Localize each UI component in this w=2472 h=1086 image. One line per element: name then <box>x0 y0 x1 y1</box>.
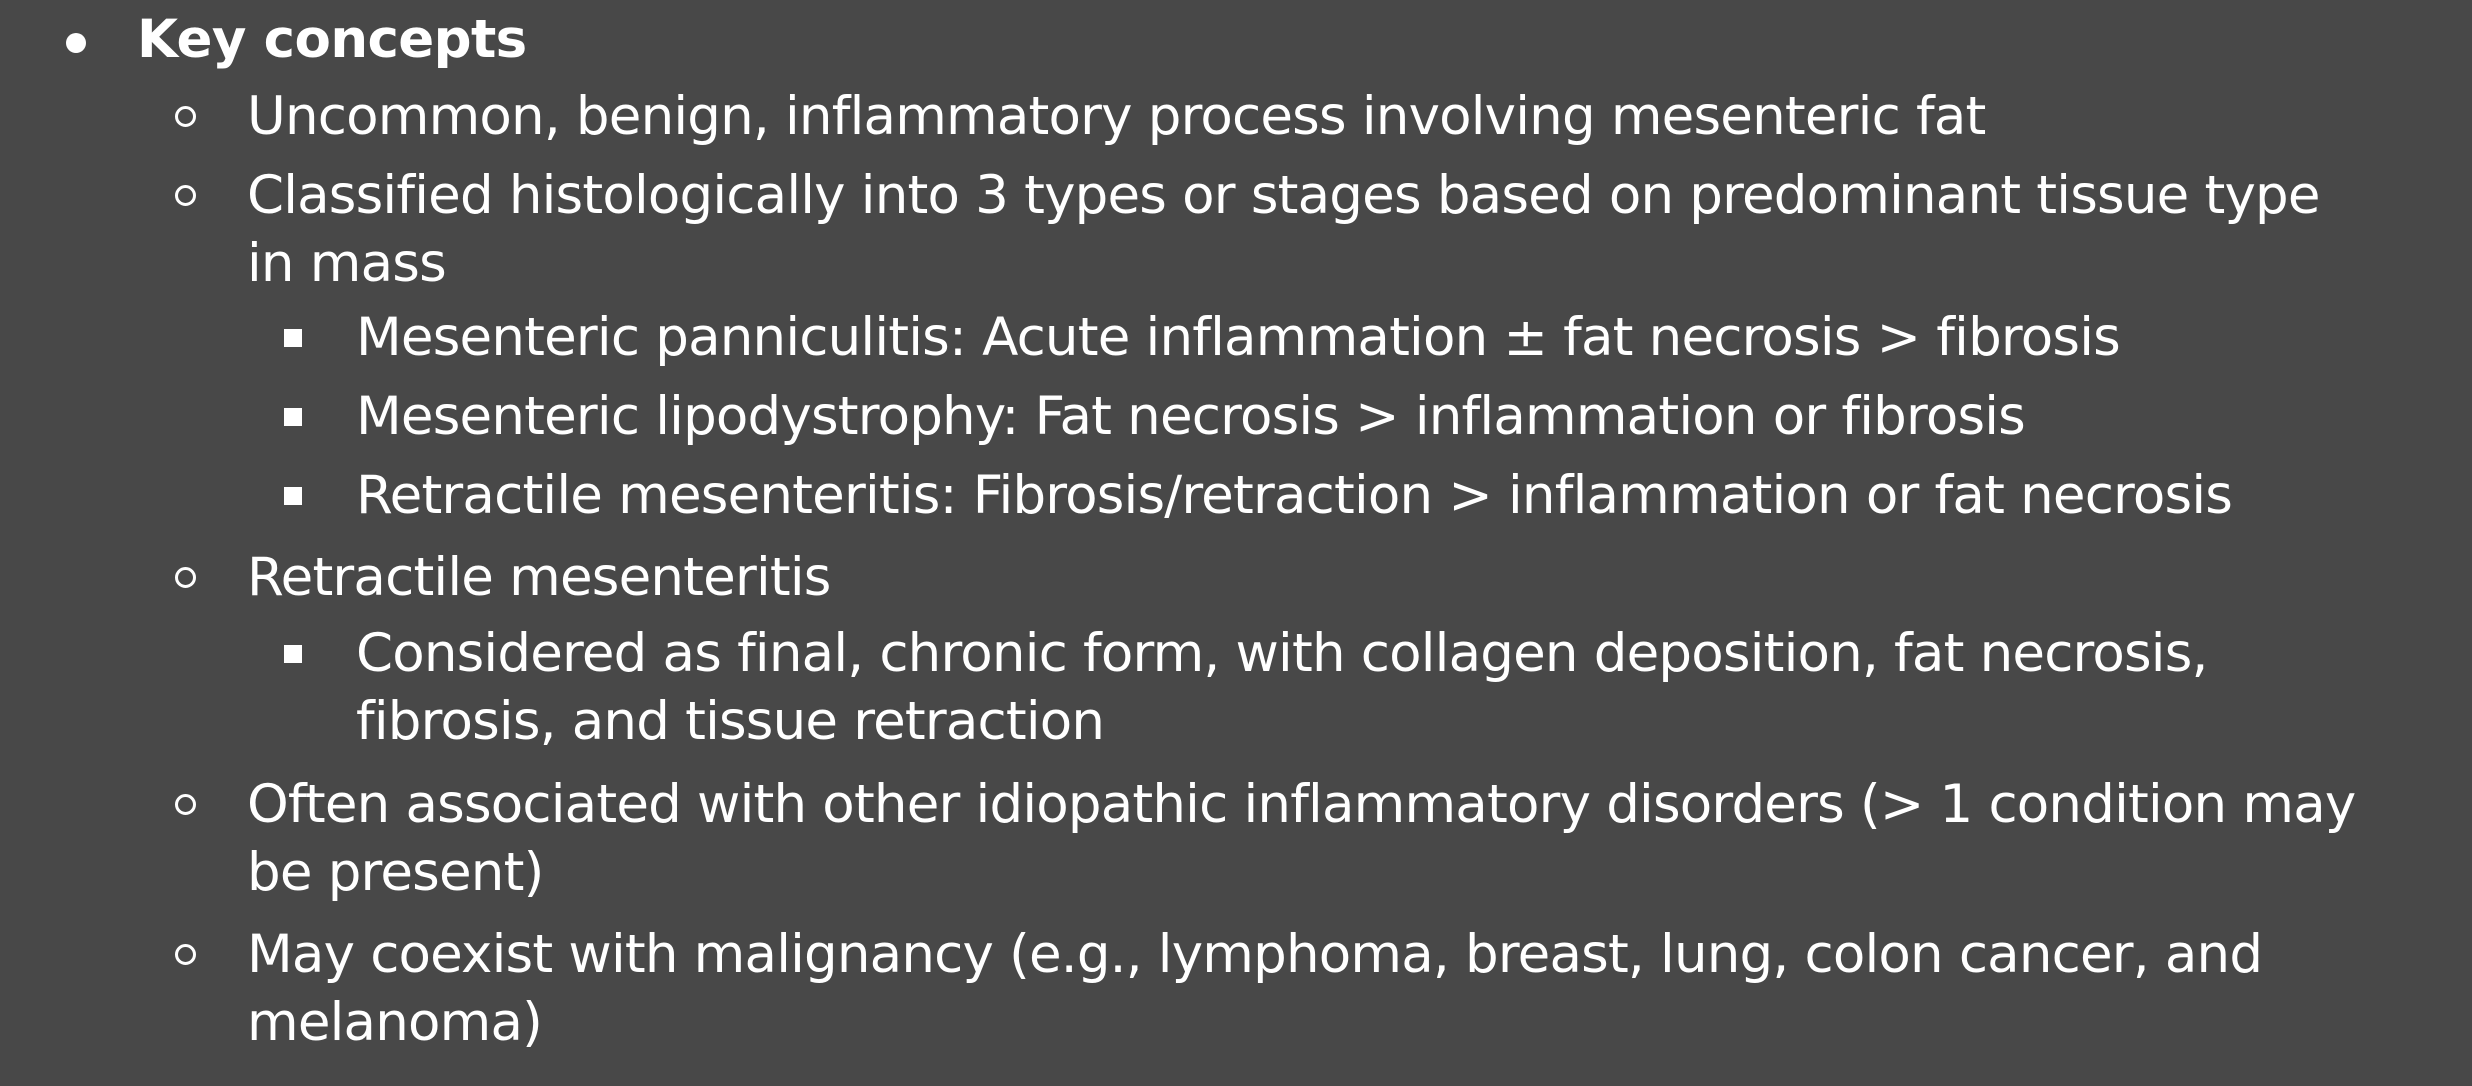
key-concepts-heading: Key concepts <box>137 9 527 70</box>
list-item-text: be present) <box>247 842 544 903</box>
sub-list-item-text: Considered as final, chronic form, with collagen deposition, fat necrosis, <box>356 623 2208 684</box>
disc-bullet-icon <box>66 33 86 53</box>
sub-list-item-text: Retractile mesenteritis: Fibrosis/retraction > inflammation or fat necrosis <box>356 465 2233 526</box>
sub-list-item-text: Mesenteric lipodystrophy: Fat necrosis > inflammation or fibrosis <box>356 386 2025 447</box>
list-item-text: Uncommon, benign, inflammatory process involving mesenteric fat <box>247 86 1986 147</box>
list-item-text: Classified histologically into 3 types or stages based on predominant tissue type <box>247 165 2320 226</box>
square-bullet-icon <box>284 487 302 505</box>
circle-bullet-icon <box>175 185 196 206</box>
square-bullet-icon <box>284 329 302 347</box>
list-item-text: in mass <box>247 233 446 294</box>
list-item-text: Often associated with other idiopathic inflammatory disorders (> 1 condition may <box>247 774 2356 835</box>
circle-bullet-icon <box>175 794 196 815</box>
list-item-text: May coexist with malignancy (e.g., lymphoma, breast, lung, colon cancer, and <box>247 924 2263 985</box>
circle-bullet-icon <box>175 944 196 965</box>
sub-list-item-text: Mesenteric panniculitis: Acute inflammation ± fat necrosis > fibrosis <box>356 307 2120 368</box>
square-bullet-icon <box>284 408 302 426</box>
square-bullet-icon <box>284 645 302 663</box>
list-item-text: melanoma) <box>247 992 543 1053</box>
circle-bullet-icon <box>175 567 196 588</box>
sub-list-item-text: fibrosis, and tissue retraction <box>356 691 1105 752</box>
list-item-text: Retractile mesenteritis <box>247 547 831 608</box>
circle-bullet-icon <box>175 106 196 127</box>
